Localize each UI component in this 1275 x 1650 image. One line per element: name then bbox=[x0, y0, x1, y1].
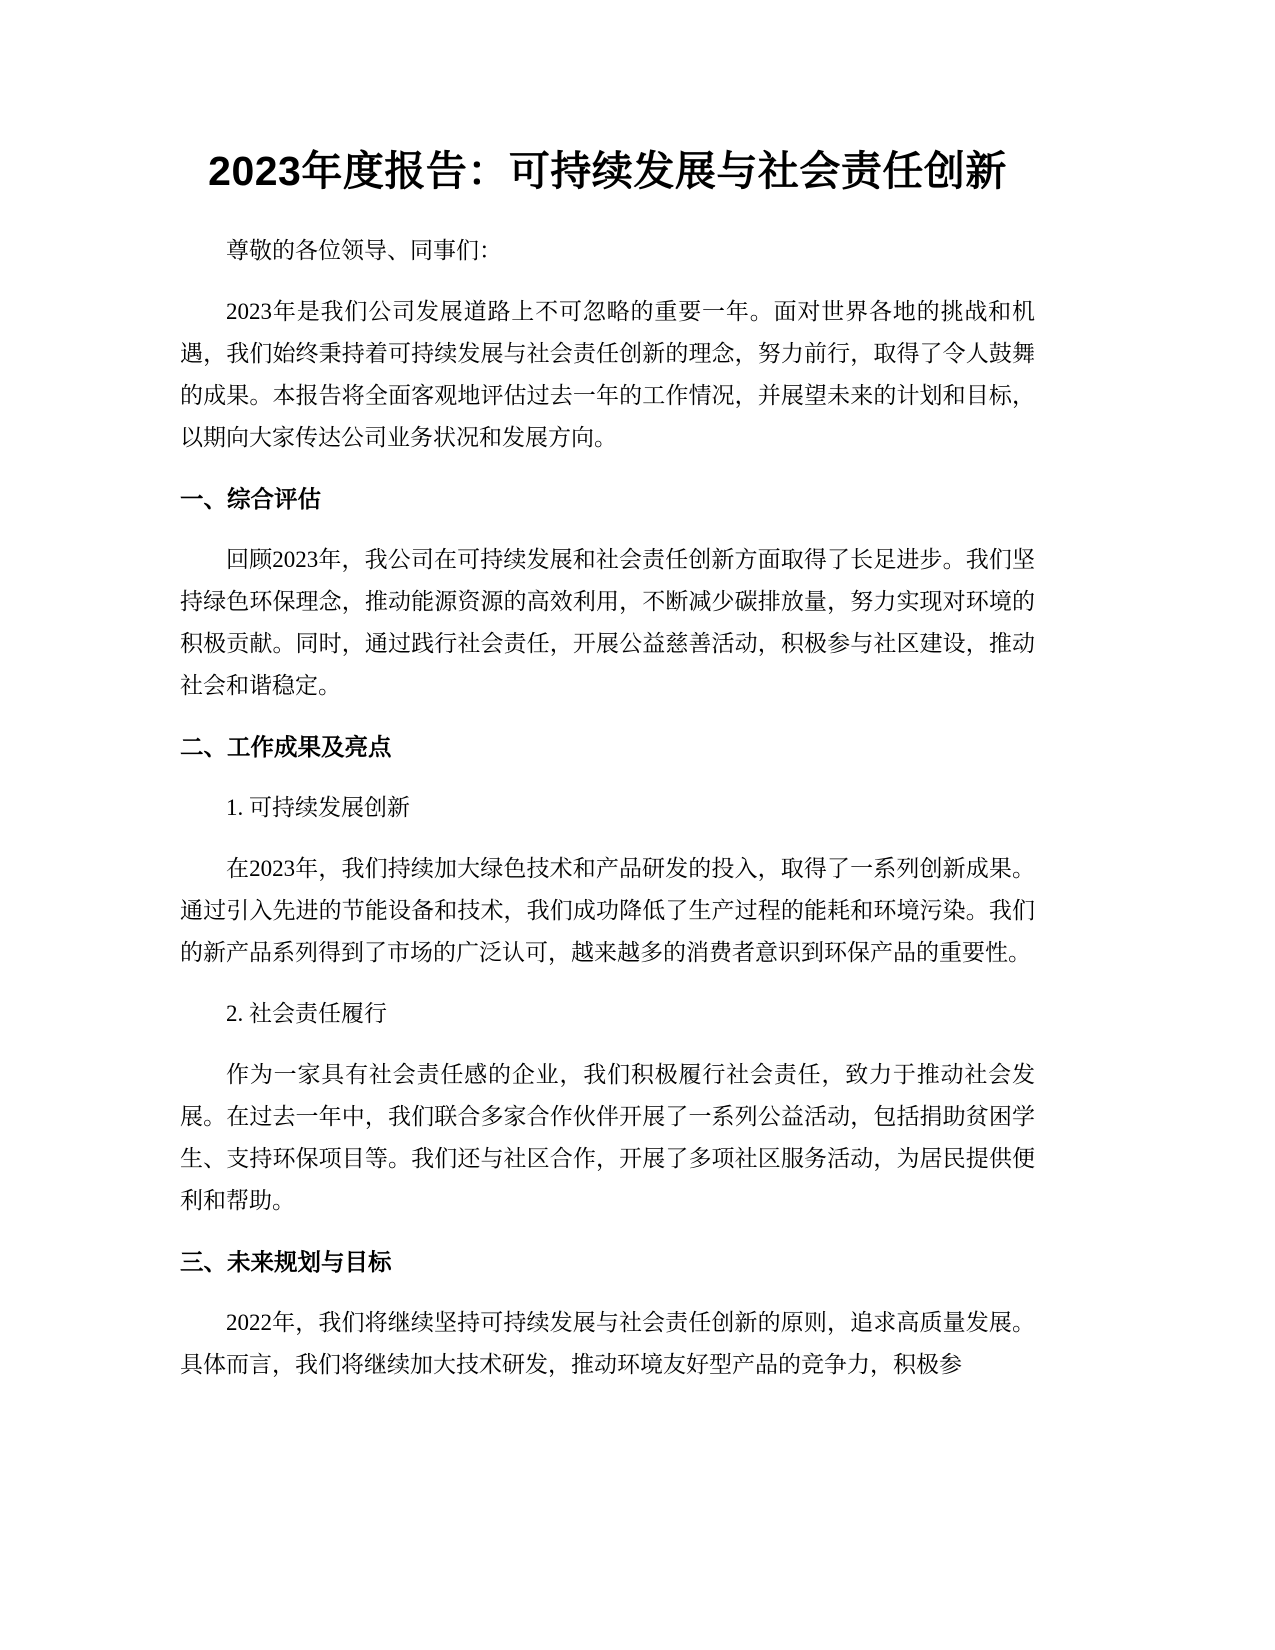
section-heading-overall-assessment: 一、综合评估 bbox=[180, 486, 321, 512]
subsection-title-social-responsibility: 2. 社会责任履行 bbox=[226, 1001, 387, 1026]
section-heading-achievements: 二、工作成果及亮点 bbox=[180, 734, 392, 760]
intro-paragraph: 2023年是我们公司发展道路上不可忽略的重要一年。面对世界各地的挑战和机遇，我们始终秉持着可持续发展与社会责任创新的理念，努力前行，取得了令人鼓舞的成果。本报告将全面客观地评估过去一年的工作情况，并展望未来的计划和目标，以期向大家传达公司业务状况和发展方向。 bbox=[180, 299, 1035, 450]
document-title: 2023年度报告：可持续发展与社会责任创新 bbox=[208, 148, 1007, 194]
sustainable-innovation-paragraph: 在2023年，我们持续加大绿色技术和产品研发的投入，取得了一系列创新成果。通过引入先进的节能设备和技术，我们成功降低了生产过程的能耗和环境污染。我们的新产品系列得到了市场的广泛认可，越来越多的消费者意识到环保产品的重要性。 bbox=[180, 856, 1035, 965]
greeting-paragraph: 尊敬的各位领导、同事们： bbox=[226, 238, 502, 263]
overall-assessment-paragraph: 回顾2023年，我公司在可持续发展和社会责任创新方面取得了长足进步。我们坚持绿色环保理念，推动能源资源的高效利用，不断减少碳排放量，努力实现对环境的积极贡献。同时，通过践行社会责任，开展公益慈善活动，积极参与社区建设，推动社会和谐稳定。 bbox=[180, 547, 1035, 698]
social-responsibility-paragraph: 作为一家具有社会责任感的企业，我们积极履行社会责任，致力于推动社会发展。在过去一年中，我们联合多家合作伙伴开展了一系列公益活动，包括捐助贫困学生、支持环保项目等。我们还与社区合作，开展了多项社区服务活动，为居民提供便利和帮助。 bbox=[180, 1062, 1035, 1213]
future-plans-paragraph: 2022年，我们将继续坚持可持续发展与社会责任创新的原则，追求高质量发展。具体而言，我们将继续加大技术研发，推动环境友好型产品的竞争力，积极参 bbox=[180, 1310, 1035, 1377]
document-body bbox=[180, 140, 1035, 1405]
subsection-title-sustainable-innovation: 1. 可持续发展创新 bbox=[226, 795, 410, 820]
section-heading-future-plans: 三、未来规划与目标 bbox=[180, 1249, 392, 1275]
